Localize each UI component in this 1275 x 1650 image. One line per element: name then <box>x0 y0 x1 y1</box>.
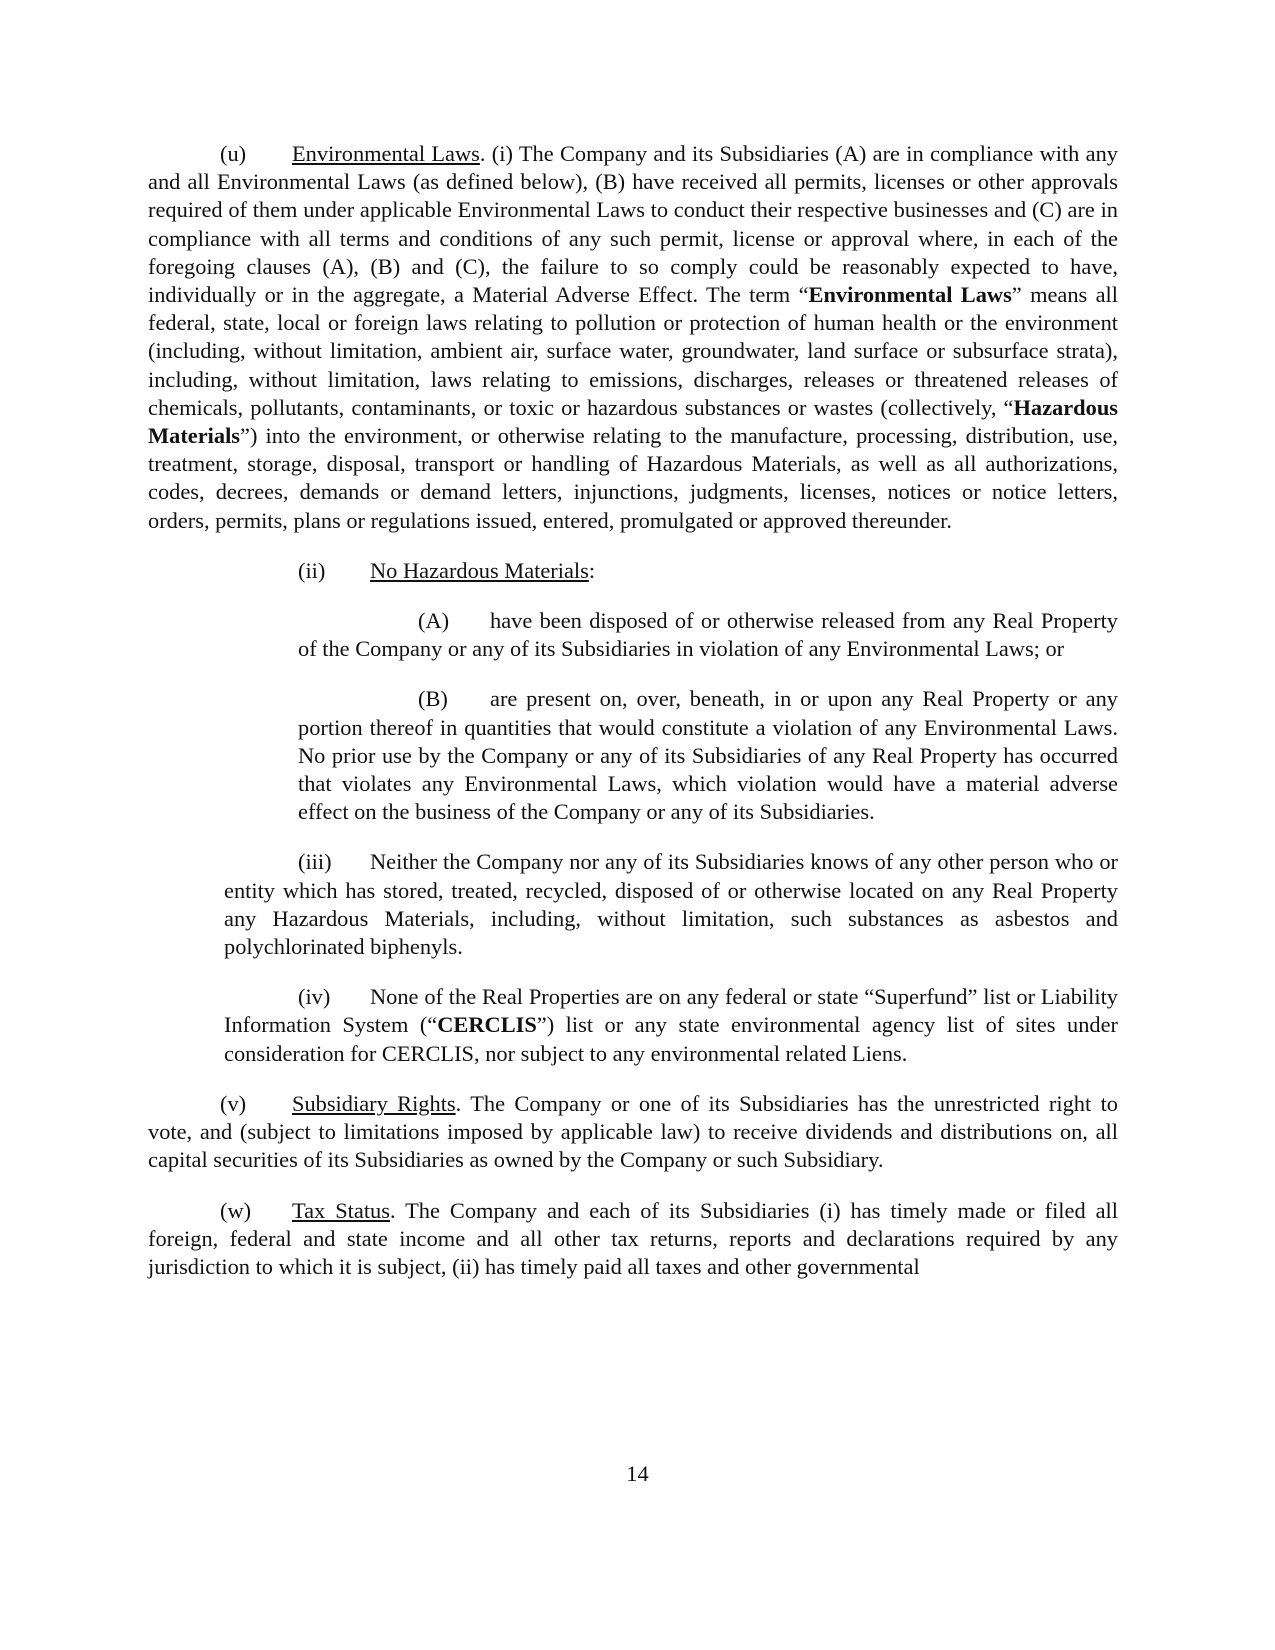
section-ii-b <box>298 685 1118 826</box>
section-w <box>148 1197 1118 1282</box>
section-w-text: . The Company and each of its Subsidiaries (i) has timely made or filed all foreign, federal and state income and all other tax returns, reports and declarations required by any jurisdiction to which it is subject, (ii) has timely paid all taxes and other governmental <box>148 1197 1118 1279</box>
section-ii-label: (ii) <box>298 557 326 583</box>
section-ii-a <box>298 607 1118 663</box>
section-u-text-3: ”) into the environment, or otherwise relating to the manufacture, processing, distribution, use, treatment, storage, disposal, transport or handling of Hazardous Materials, as well as all authorizations, codes, decrees, demands or demand letters, injunctions, judgments, licenses, notices or notice letters, orders, permits, plans or regulations issued, entered, promulgated or approved thereunder. <box>148 423 1118 533</box>
section-v-text: . The Company or one of its Subsidiaries has the unrestricted right to vote, and (subject to limitations imposed by applicable law) to receive dividends and distributions on, all capital securities of its Subsidiaries as owned by the Company or such Subsidiary. <box>148 1090 1118 1173</box>
section-ii-a-label: (A) <box>418 608 450 634</box>
defined-term-environmental-laws: Environmental Laws <box>808 282 1012 308</box>
section-u-heading: Environmental Laws <box>292 141 480 166</box>
section-ii-heading-line <box>298 557 1118 585</box>
section-iv-label: (iv) <box>298 984 331 1010</box>
section-v-label: (v) <box>220 1090 247 1116</box>
section-iii-label: (iii) <box>298 849 332 875</box>
section-iv-text-1: None of the Real Properties are on any federal or state “Superfund” list or Liability Information System (“ <box>224 984 1118 1038</box>
section-u-text-2: ” means all federal, state, local or foreign laws relating to pollution or protection of human health or the environment (including, without limitation, ambient air, surface water, groundwater, land surface or subsurface strata), including, without limitation, laws relating to emissions, discharges, releases or threatened releases of chemicals, pollutants, contaminants, or toxic or hazardous substances or wastes (collectively, “ <box>148 282 1118 420</box>
section-v <box>148 1090 1118 1175</box>
section-iv-text-2: ”) list or any state environmental agency list of sites under consideration for CERCLIS, nor subject to any environmental related Liens. <box>224 1012 1118 1066</box>
section-iv <box>224 983 1118 1068</box>
section-ii-colon: : <box>588 557 596 583</box>
section-w-label: (w) <box>220 1197 252 1223</box>
section-w-heading: Tax Status <box>292 1197 390 1223</box>
section-iii-text: Neither the Company nor any of its Subsidiaries knows of any other person who or entity which has stored, treated, recycled, disposed of or otherwise located on any Real Property any Hazardous Materials, including, without limitation, such substances as asbestos and polychlorinated biphenyls. <box>224 849 1118 960</box>
section-u <box>148 140 1118 535</box>
section-ii-b-label: (B) <box>418 686 448 712</box>
section-iii <box>224 848 1118 961</box>
section-ii-heading: No Hazardous Materials <box>370 557 589 583</box>
document-page <box>148 140 1118 1303</box>
section-ii-b-text: are present on, over, beneath, in or upon any Real Property or any portion thereof in quantities that would constitute a violation of any Environmental Laws. No prior use by the Company or any of its Subsidiaries of any Real Property has occurred that violates any Environmental Laws, which violation would have a material adverse effect on the business of the Company or any of its Subsidiaries. <box>298 686 1118 825</box>
section-u-label: (u) <box>220 141 247 166</box>
section-v-heading: Subsidiary Rights <box>292 1090 456 1116</box>
defined-term-cerclis: CERCLIS <box>437 1012 537 1038</box>
section-u-text-1: . (i) The Company and its Subsidiaries (A) are in compliance with any and all Environmental Laws (as defined below), (B) have received all permits, licenses or other approvals required of them under applicable Environmental Laws to conduct their respective businesses and (C) are in compliance with all terms and conditions of any such permit, license or approval where, in each of the foregoing clauses (A), (B) and (C), the failure to so comply could be reasonably expected to have, individually or in the aggregate, a Material Adverse Effect. The term “ <box>148 141 1118 308</box>
page-number: 14 <box>626 1461 649 1486</box>
defined-term-hazardous-materials: Hazardous Materials <box>148 394 1118 449</box>
section-ii-a-text: have been disposed of or otherwise released from any Real Property of the Company or any of its Subsidiaries in violation of any Environmental Laws; or <box>298 608 1118 662</box>
